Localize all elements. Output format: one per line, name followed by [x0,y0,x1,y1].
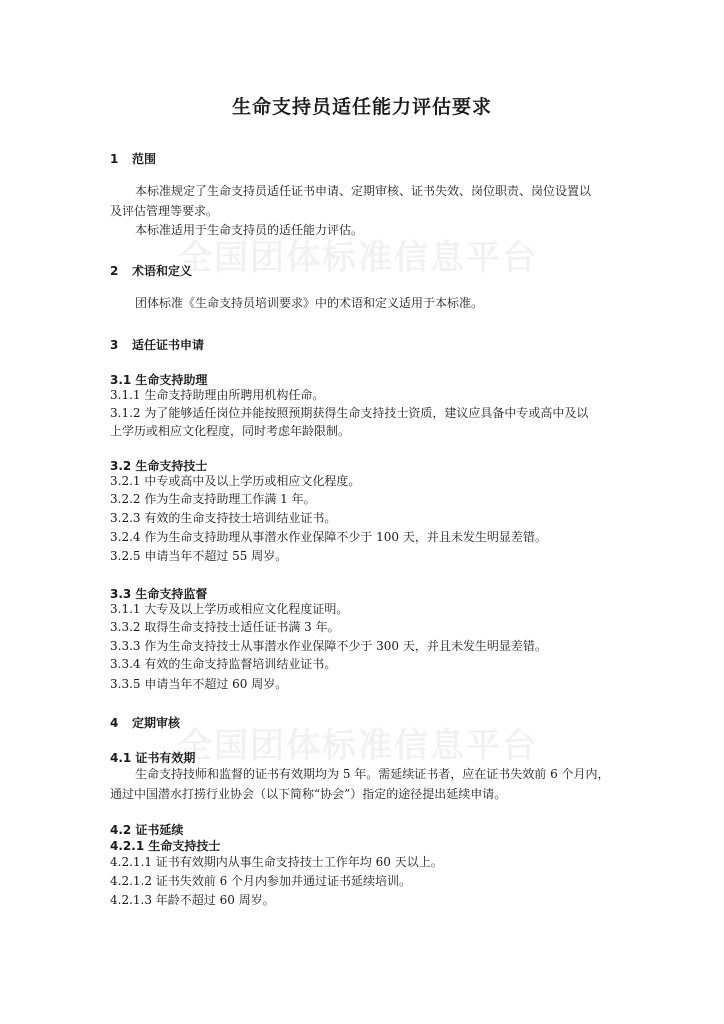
clause-line: 3.3.5 申请当年不超过 60 周岁。 [110,677,288,691]
subsection-heading: 4.2 证书延续 [110,823,184,837]
section-number: 2 [110,264,119,278]
paragraph-line: 及评估管理等要求。 [110,204,219,218]
section-heading [110,714,180,731]
subsection-heading: 3.3 生命支持监督 [110,587,208,601]
clause-line: 3.2.4 作为生命支持助理从事潜水作业保障不少于 100 天，并且未发生明显差错。 [110,530,547,544]
section-heading [110,336,204,353]
clause-line: 3.2.1 中专或高中及以上学历或相应文化程度。 [110,474,361,488]
clause-line: 3.1.1 生命支持助理由所聘用机构任命。 [110,388,325,402]
paragraph-line: 团体标准《生命支持员培训要求》中的术语和定义适用于本标准。 [135,296,484,310]
section-heading [110,262,192,279]
subsection-heading: 4.2.1 生命支持技士 [110,839,221,853]
paragraph-line: 生命支持技师和监督的证书有效期均为 5 年。需延续证书者，应在证书失效前 6 个月内， [135,767,610,781]
section-number: 3 [110,338,119,352]
subsection-heading: 3.1 生命支持助理 [110,373,208,387]
section-title: 范围 [132,152,157,166]
section-heading [110,150,156,167]
watermark: 全国团体标准信息平台 [178,238,538,278]
clause-line: 4.2.1.3 年龄不超过 60 周岁。 [110,893,275,907]
watermark: 全国团体标准信息平台 [178,726,538,766]
clause-line: 3.3.4 有效的生命支持监督培训结业证书。 [110,657,337,671]
section-title: 定期审核 [132,716,181,730]
clause-line: 3.3.3 作为生命支持技士从事潜水作业保障不少于 300 天，并且未发生明显差错。 [110,639,547,653]
clause-line: 3.1.1 大专及以上学历或相应文化程度证明。 [110,602,349,616]
clause-line: 4.2.1.1 证书有效期内从事生命支持技士工作年均 60 天以上。 [110,855,443,869]
clause-line: 4.2.1.2 证书失效前 6 个月内参加并通过证书延续培训。 [110,874,412,888]
section-number: 4 [110,716,119,730]
section-title: 适任证书申请 [132,338,205,352]
clause-line: 3.3.2 取得生命支持技士适任证书满 3 年。 [110,620,340,634]
paragraph-line: 通过中国潜水打捞行业协会（以下简称“协会”）指定的途径提出延续申请。 [110,787,507,801]
clause-line: 3.2.5 申请当年不超过 55 周岁。 [110,549,288,563]
subsection-heading: 4.1 证书有效期 [110,751,196,765]
document-title: 生命支持员适任能力评估要求 [231,96,492,118]
section-number: 1 [110,152,119,166]
clause-line: 3.2.2 作为生命支持助理工作满 1 年。 [110,492,316,506]
section-title: 术语和定义 [132,264,193,278]
subsection-heading: 3.2 生命支持技士 [110,459,208,473]
clause-line: 3.1.2 为了能够适任岗位并能按照预期获得生命支持技士资质，建议应具备中专或高中及以 [110,406,589,420]
clause-line: 3.2.3 有效的生命支持技士培训结业证书。 [110,511,337,525]
paragraph-line: 本标准规定了生命支持员适任证书申请、定期审核、证书失效、岗位职责、岗位设置以 [135,184,592,198]
paragraph-line: 本标准适用于生命支持员的适任能力评估。 [135,223,364,237]
clause-line: 上学历或相应文化程度，同时考虑年龄限制。 [110,424,351,438]
